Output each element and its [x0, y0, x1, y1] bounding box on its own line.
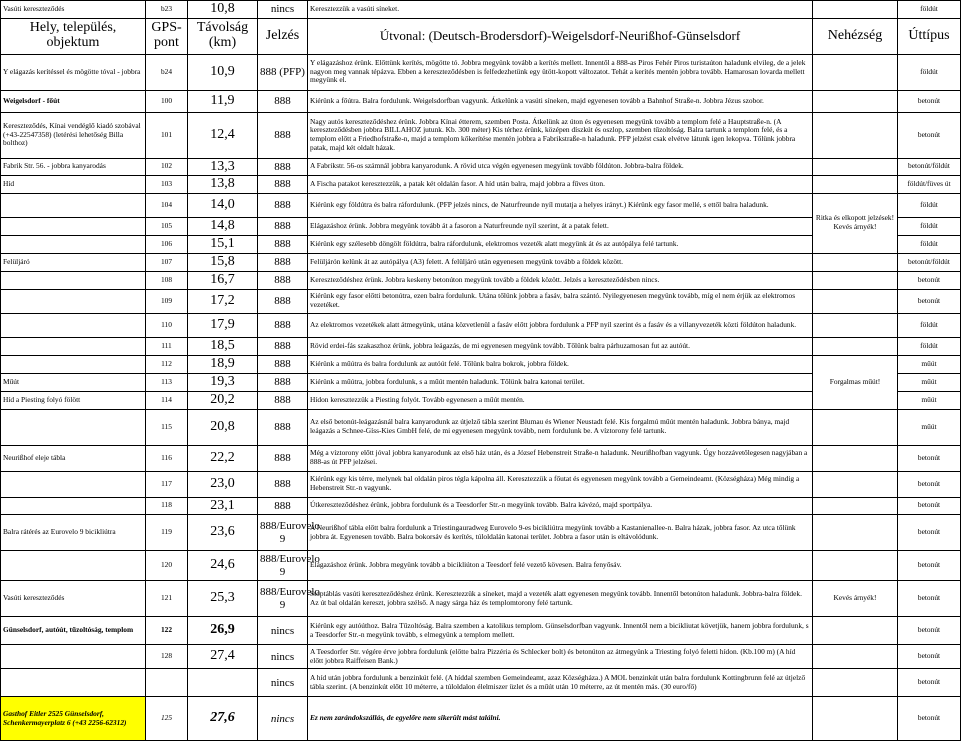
- sign-cell: 888: [258, 271, 308, 289]
- header-route: Útvonal: (Deutsch-Brodersdorf)-Weigelsdorf-Neurißhof-Günselsdorf: [308, 18, 813, 54]
- surface-cell: betonút: [898, 471, 961, 497]
- difficulty-cell: [813, 645, 898, 669]
- table-row: [1, 112, 961, 158]
- surface-cell: betonút: [898, 271, 961, 289]
- gps-cell: b23: [146, 1, 188, 19]
- difficulty-cell: [813, 445, 898, 471]
- sign-cell: 888: [258, 158, 308, 176]
- place-cell: [1, 337, 146, 355]
- sign-cell: nincs: [258, 697, 308, 741]
- route-cell: Kiérünk egy szélesebb döngölt földútra, balra ráfordulunk, elektromos vezeték alatt megyünk át és az autópálya felé tartunk.: [308, 235, 813, 253]
- route-cell: Kiérünk a műútra, jobbra fordulunk, s a műút mentén haladunk. Tőlünk balra katonai terület.: [308, 373, 813, 391]
- table-row: [1, 581, 961, 617]
- place-cell: [1, 289, 146, 313]
- route-cell: Hídon keresztezzük a Piesting folyót. Tovább egyenesen a műút mentén.: [308, 391, 813, 409]
- place-cell: [1, 471, 146, 497]
- distance-cell: 18,9: [188, 355, 258, 373]
- difficulty-cell: [813, 697, 898, 741]
- route-cell: Kereszteződéshez érünk. Jobbra keskeny betonúton megyünk tovább a földek között. Jelzés a kereszteződésben nincs.: [308, 271, 813, 289]
- route-cell: Útkereszteződéshez érünk, jobbra fordulunk és a Teesdorfer Str.-n megyünk tovább. Balra kávézó, majd sportpálya.: [308, 497, 813, 515]
- route-cell: A híd után jobbra fordulunk a benzinkút felé. (A híddal szemben Gemeindeamt, azaz Községháza.) A MOL benzinkút után balra fordulunk Kottingbrunn felé az útjelző tábla szerint. (A benzinkút előtt 10 méterre, a túloldalon élelmiszer üzlet és a műút után 10 méterre, az út mentén más. (30 euro/fő): [308, 669, 813, 697]
- gps-cell: 120: [146, 551, 188, 581]
- table-row: [1, 193, 961, 217]
- place-cell: Felüljáró: [1, 253, 146, 271]
- sign-cell: 888: [258, 193, 308, 217]
- distance-cell: 25,3: [188, 581, 258, 617]
- distance-cell: 14,8: [188, 217, 258, 235]
- route-cell: Elágazáshoz érünk. Jobbra megyünk tovább a bicikliúton a Teesdorf felé vezető kövesen. Balra fenyősáv.: [308, 551, 813, 581]
- distance-cell: 26,9: [188, 617, 258, 645]
- route-cell: Az elektromos vezetékek alatt átmegyünk, utána közvetlenül a fasáv előtt jobbra fordulunk a PFP nyíl szerint és a fasáv és a villanyvezeték közti földúton haladunk.: [308, 313, 813, 337]
- place-cell: [1, 551, 146, 581]
- difficulty-cell: [813, 253, 898, 271]
- sign-cell: 888/Eurovelo 9: [258, 515, 308, 551]
- difficulty-cell: [813, 112, 898, 158]
- surface-cell: betonút/földút: [898, 253, 961, 271]
- place-cell: [1, 645, 146, 669]
- difficulty-cell: [813, 551, 898, 581]
- distance-cell: 19,3: [188, 373, 258, 391]
- distance-cell: 22,2: [188, 445, 258, 471]
- route-cell: Kiérünk egy fasor előtti betonútra, ezen balra fordulunk. Utána tőlünk jobbra a fasáv, balra szántó. Nyilegyenesen megyünk tovább, míg el nem érjük az elektromos vezetéket.: [308, 289, 813, 313]
- sign-cell: nincs: [258, 645, 308, 669]
- route-cell: Kiérünk egy kis térre, melynek bal oldalán piros tégla kápolna áll. Keresztezzük a főutat és egyenesen megyünk tovább a Gemeindeamt. (Községháza) Még mindig a Hebenstreit Str.-n vagyunk.: [308, 471, 813, 497]
- place-cell: Fabrik Str. 56. - jobbra kanyarodás: [1, 158, 146, 176]
- place-cell: Y elágazás kerítéssel és mögötte tóval - jobbra: [1, 54, 146, 90]
- sign-cell: 888: [258, 112, 308, 158]
- sign-cell: 888: [258, 289, 308, 313]
- gps-cell: 118: [146, 497, 188, 515]
- route-cell: Még a víztorony előtt jóval jobbra kanyarodunk az első ház után, és a József Hebenstreit Straße-n haladunk. Neurißhofban vagyunk. Úgy hozzávetőlegesen nagyjában a 888-as út PFP jelzései.: [308, 445, 813, 471]
- place-cell: Kereszteződés, Kínai vendéglő kiadó szobával (+43-22547358) (letérési lehetőség Billa bolthoz): [1, 112, 146, 158]
- table-row: [1, 271, 961, 289]
- place-cell: Híd a Piesting folyó fölött: [1, 391, 146, 409]
- difficulty-cell: [813, 313, 898, 337]
- route-cell: Rövid erdei-fás szakaszhoz érünk, jobbra leágazás, de mi egyenesen megyünk tovább. Tőlünk balra párhuzamosan fut az autóút.: [308, 337, 813, 355]
- distance-cell: 15,8: [188, 253, 258, 271]
- difficulty-cell: [813, 289, 898, 313]
- header-difficulty: Nehézség: [813, 18, 898, 54]
- route-cell: Kiérünk egy autóúthoz. Balra Tűzoltóság. Balra szemben a katolikus templom. Günselsdorfban vagyunk. Innentől nem a bicikliutat követjük, hanem jobbra fordulunk, s a Teesdorfer Str.-n megyünk tovább, s elmegyünk a templom mellett.: [308, 617, 813, 645]
- gps-cell: 112: [146, 355, 188, 373]
- header-row: [1, 18, 961, 54]
- surface-cell: betonút/földút: [898, 158, 961, 176]
- distance-cell: 23,0: [188, 471, 258, 497]
- table-row: [1, 617, 961, 645]
- table-row: [1, 289, 961, 313]
- difficulty-cell: [813, 409, 898, 445]
- surface-cell: földút: [898, 313, 961, 337]
- distance-cell: [188, 669, 258, 697]
- gps-cell: 122: [146, 617, 188, 645]
- place-cell: Neurißhof eleje tábla: [1, 445, 146, 471]
- route-cell: Stoptáblás vasúti kereszteződéshez érünk. Keresztezzük a síneket, majd a vezeték alatt egyenesen megyünk tovább. Innentől betonúton haladunk. Jobbra-balra földek. Az út bal oldalán kereszt, jobbra szélső. A nagy sárga ház és templomtorony felé tartunk.: [308, 581, 813, 617]
- sign-cell: 888/Eurovelo 9: [258, 581, 308, 617]
- sign-cell: 888: [258, 391, 308, 409]
- gps-cell: 125: [146, 697, 188, 741]
- distance-cell: 23,1: [188, 497, 258, 515]
- gps-cell: 108: [146, 271, 188, 289]
- table-row: [1, 645, 961, 669]
- sign-cell: 888: [258, 235, 308, 253]
- gps-cell: 109: [146, 289, 188, 313]
- route-cell: Kiérünk a főútra. Balra fordulunk. Weigelsdorfban vagyunk. Átkelünk a vasúti síneken, majd egyenesen tovább a Bahnhof Straße-n. Jobbra Jézus szobor.: [308, 90, 813, 112]
- place-cell: [1, 669, 146, 697]
- table-row: [1, 90, 961, 112]
- gps-cell: 101: [146, 112, 188, 158]
- surface-cell: földút: [898, 54, 961, 90]
- table-row: [1, 515, 961, 551]
- gps-cell: 106: [146, 235, 188, 253]
- place-cell: Weigelsdorf - főút: [1, 90, 146, 112]
- distance-cell: 12,4: [188, 112, 258, 158]
- gps-cell: 121: [146, 581, 188, 617]
- table-row: [1, 471, 961, 497]
- route-cell: Felüljárón kelünk át az autópálya (A3) felett. A felüljáró után egyenesen megyünk tovább a földek között.: [308, 253, 813, 271]
- surface-cell: betonút: [898, 617, 961, 645]
- distance-cell: 11,9: [188, 90, 258, 112]
- place-cell: [1, 409, 146, 445]
- place-cell: [1, 217, 146, 235]
- difficulty-cell: [813, 617, 898, 645]
- sign-cell: 888: [258, 313, 308, 337]
- place-cell: Híd: [1, 176, 146, 194]
- surface-cell: betonút: [898, 112, 961, 158]
- gps-cell: 116: [146, 445, 188, 471]
- distance-cell: 14,0: [188, 193, 258, 217]
- table-row: [1, 445, 961, 471]
- distance-cell: 17,9: [188, 313, 258, 337]
- distance-cell: 27,6: [188, 697, 258, 741]
- gps-cell: 103: [146, 176, 188, 194]
- route-cell: Y elágazáshoz érünk. Előttünk kerítés, mögötte tó. Jobbra megyünk tovább a kerítés mellett. Innentől a 888-as Piros Fehér Piros turistaúton haladunk elvileg, de a jelek nagyon meg vannak tépázva. Ebben a kereszteződésben is felfedezhetünk egy ütött-kopott változatot. Tehát a kerítés mentén jobbra tovább. Hamarosan lovarda mellett megyünk el.: [308, 54, 813, 90]
- route-cell: Elágazáshoz érünk. Jobbra megyünk tovább át a fasoron a Naturfreunde nyíl szerint, át a patak felett.: [308, 217, 813, 235]
- table-row: [1, 54, 961, 90]
- place-cell: Gasthof Eitler 2525 Günselsdorf, Schenkermayerplatz 6 (+43 2256-62312): [1, 697, 146, 741]
- distance-cell: 13,8: [188, 176, 258, 194]
- surface-cell: földút: [898, 1, 961, 19]
- sign-cell: 888 (PFP): [258, 54, 308, 90]
- sign-cell: 888: [258, 217, 308, 235]
- sign-cell: 888: [258, 337, 308, 355]
- table-row: [1, 697, 961, 741]
- surface-cell: betonút: [898, 581, 961, 617]
- table-row: [1, 669, 961, 697]
- gps-cell: 117: [146, 471, 188, 497]
- distance-cell: 10,8: [188, 1, 258, 19]
- sign-cell: nincs: [258, 1, 308, 19]
- surface-cell: földút: [898, 217, 961, 235]
- gps-cell: 115: [146, 409, 188, 445]
- distance-cell: 18,5: [188, 337, 258, 355]
- place-cell: Vasúti kereszteződés: [1, 1, 146, 19]
- sign-cell: nincs: [258, 617, 308, 645]
- sign-cell: 888/Eurovelo 9: [258, 551, 308, 581]
- surface-cell: betonút: [898, 697, 961, 741]
- place-cell: Günselsdorf, autóút, tűzoltóság, templom: [1, 617, 146, 645]
- sign-cell: 888: [258, 409, 308, 445]
- header-distance: Távolság (km): [188, 18, 258, 54]
- sign-cell: 888: [258, 497, 308, 515]
- gps-cell: 113: [146, 373, 188, 391]
- surface-cell: betonút: [898, 445, 961, 471]
- surface-cell: földút: [898, 235, 961, 253]
- route-cell: A Fabrikstr. 56-os számnál jobbra kanyarodunk. A rövid utca végén egyenesen megyünk tovább földúton. Jobbra-balra földek.: [308, 158, 813, 176]
- header-place: Hely, település, objektum: [1, 18, 146, 54]
- place-cell: [1, 193, 146, 217]
- distance-cell: 20,2: [188, 391, 258, 409]
- difficulty-cell: [813, 669, 898, 697]
- gps-cell: 107: [146, 253, 188, 271]
- surface-cell: betonút: [898, 90, 961, 112]
- place-cell: Műút: [1, 373, 146, 391]
- table-row: [1, 355, 961, 373]
- route-cell: Kiérünk a műútra és balra fordulunk az autóút felé. Tőlünk balra bokrok, jobbra földek.: [308, 355, 813, 373]
- place-cell: [1, 235, 146, 253]
- surface-cell: betonút: [898, 669, 961, 697]
- gps-cell: 100: [146, 90, 188, 112]
- sign-cell: 888: [258, 373, 308, 391]
- gps-cell: b24: [146, 54, 188, 90]
- place-cell: [1, 497, 146, 515]
- table-row: [1, 176, 961, 194]
- surface-cell: betonút: [898, 551, 961, 581]
- table-row: [1, 158, 961, 176]
- gps-cell: [146, 669, 188, 697]
- surface-cell: földút: [898, 337, 961, 355]
- distance-cell: 24,6: [188, 551, 258, 581]
- difficulty-cell: [813, 158, 898, 176]
- difficulty-cell: [813, 176, 898, 194]
- header-gps: GPS-pont: [146, 18, 188, 54]
- gps-cell: 119: [146, 515, 188, 551]
- route-cell: Ez nem zarándokszállás, de egyelőre nem sikerült mást találni.: [308, 697, 813, 741]
- gps-cell: 114: [146, 391, 188, 409]
- route-cell: Az első betonút-leágazásnál balra kanyarodunk az útjelző tábla szerint Blumau és Wiener Neustadt felé. Kis forgalmú műút mentén haladunk. Jobbra bánya, majd leágazás a Schnee-Gíss-Kies GmbH felé, de mi egyenesen megyünk tovább, nem fordulunk be. A víztorony felé tartunk.: [308, 409, 813, 445]
- surface-cell: műút: [898, 409, 961, 445]
- difficulty-cell: [813, 90, 898, 112]
- route-cell: A Neurißhof tábla előtt balra fordulunk a Triestingauradweg Eurovelo 9-es bicikliútra megyünk tovább a Kastanienallee-n. Balra házak, jobbra fasor. Az utca tőlünk jobbra át. Egyenesen tovább. Balra bokorsáv és kerítés, túloldalán katonai terület. Jobbra a fasor után is eltávolódunk.: [308, 515, 813, 551]
- gps-cell: 104: [146, 193, 188, 217]
- difficulty-cell: [813, 497, 898, 515]
- surface-cell: műút: [898, 373, 961, 391]
- header-sign: Jelzés: [258, 18, 308, 54]
- distance-cell: 17,2: [188, 289, 258, 313]
- route-cell: A Fischa patakot keresztezzük, a patak két oldalán fasor. A híd után balra, majd jobbra a fűves úton.: [308, 176, 813, 194]
- distance-cell: 27,4: [188, 645, 258, 669]
- place-cell: Balra rátérés az Eurovelo 9 bicikliútra: [1, 515, 146, 551]
- sign-cell: 888: [258, 445, 308, 471]
- place-cell: [1, 355, 146, 373]
- gps-cell: 105: [146, 217, 188, 235]
- table-row: [1, 409, 961, 445]
- table-row: [1, 313, 961, 337]
- difficulty-cell: [813, 471, 898, 497]
- distance-cell: 16,7: [188, 271, 258, 289]
- route-cell: Keresztezzük a vasúti síneket.: [308, 1, 813, 19]
- distance-cell: 20,8: [188, 409, 258, 445]
- distance-cell: 15,1: [188, 235, 258, 253]
- surface-cell: betonút: [898, 497, 961, 515]
- table-row: [1, 1, 961, 19]
- distance-cell: 10,9: [188, 54, 258, 90]
- gps-cell: 128: [146, 645, 188, 669]
- difficulty-cell: [813, 337, 898, 355]
- gps-cell: 110: [146, 313, 188, 337]
- route-cell: A Teesdorfer Str. végére érve jobbra fordulunk (előtte balra Pizzéria és Schlecker bolt) és betonúton az átmegyünk a Triesting folyó feletti hídon. (Kb.100 m) (A híd előtt jobbra Raiffeisen Bank.): [308, 645, 813, 669]
- table-row: [1, 253, 961, 271]
- surface-cell: betonút: [898, 515, 961, 551]
- difficulty-cell: Kevés árnyék!: [813, 581, 898, 617]
- surface-cell: betonút: [898, 645, 961, 669]
- surface-cell: műút: [898, 391, 961, 409]
- sign-cell: 888: [258, 253, 308, 271]
- sign-cell: nincs: [258, 669, 308, 697]
- distance-cell: 13,3: [188, 158, 258, 176]
- gps-cell: 111: [146, 337, 188, 355]
- route-cell: Nagy autós kereszteződéshez érünk. Jobbra Kínai étterem, szemben Posta. Átkelünk az úton és egyenesen megyünk tovább a templom felé a Hauptstraße-n. (A kereszteződésben jobbra BILLAHOZ jutunk. Kb. 300 méter) Kis térhez érünk, középen díszkút és oszlop, szemben tűzoltóság. Balra tartunk a templom felé, és a templom előtt a Friedhofstraße-n, majd a templom kőkerítése mentén jobbra a Fabrikstraße-n haladunk. PFP jelzést csak elvétve látunk igen lekopva. Tőlünk jobbra patak, majd két oldalt házak.: [308, 112, 813, 158]
- difficulty-cell: [813, 271, 898, 289]
- table-row: [1, 551, 961, 581]
- sign-cell: 888: [258, 90, 308, 112]
- difficulty-note-traffic: Forgalmas műút!: [813, 355, 898, 409]
- header-surface: Úttípus: [898, 18, 961, 54]
- table-row: [1, 337, 961, 355]
- place-cell: [1, 271, 146, 289]
- surface-cell: betonút: [898, 289, 961, 313]
- route-cell: Kiérünk egy földútra és balra ráfordulunk. (PFP jelzés nincs, de Naturfreunde nyíl mutatja a helyes irányt.) Kiérünk egy fasor mellé, s ettől balra haladunk.: [308, 193, 813, 217]
- surface-cell: földút: [898, 193, 961, 217]
- surface-cell: földút/füves út: [898, 176, 961, 194]
- place-cell: [1, 313, 146, 337]
- distance-cell: 23,6: [188, 515, 258, 551]
- difficulty-note-markings: Ritka és elkopott jelzések! Kevés árnyék!: [813, 193, 898, 253]
- difficulty-cell: [813, 1, 898, 19]
- table-row: [1, 497, 961, 515]
- sign-cell: 888: [258, 176, 308, 194]
- difficulty-cell: [813, 515, 898, 551]
- sign-cell: 888: [258, 355, 308, 373]
- difficulty-cell: [813, 54, 898, 90]
- place-cell: Vasúti kereszteződés: [1, 581, 146, 617]
- sign-cell: 888: [258, 471, 308, 497]
- gps-cell: 102: [146, 158, 188, 176]
- surface-cell: műút: [898, 355, 961, 373]
